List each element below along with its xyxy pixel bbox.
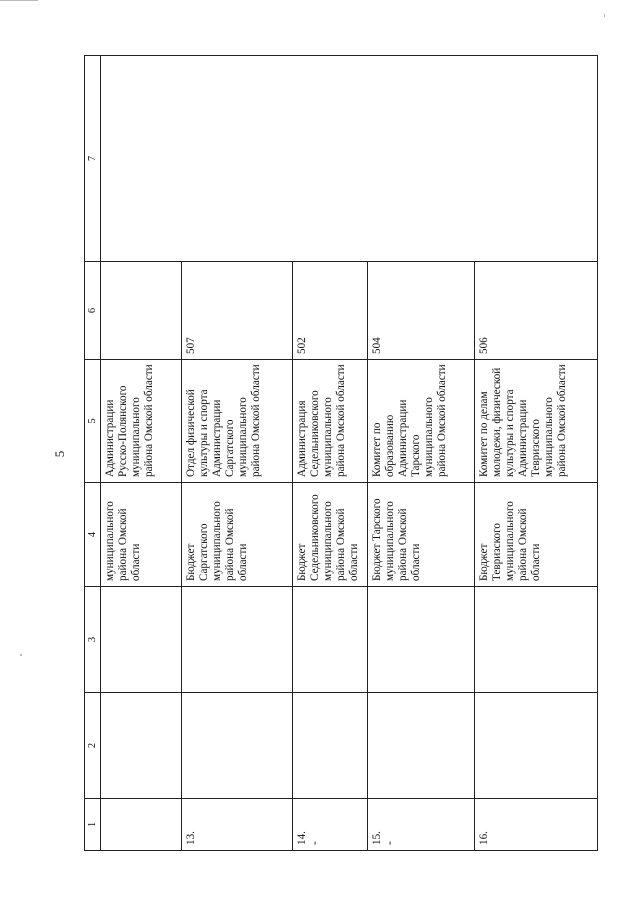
administrator-code: 507 <box>182 262 293 360</box>
administrator-code: 504 <box>368 262 475 360</box>
cell-empty <box>101 587 182 693</box>
scan-edge-mark <box>0 0 38 1</box>
administrator-code <box>101 262 182 360</box>
row-number-text: 14. <box>296 831 308 845</box>
cell-empty <box>368 693 475 799</box>
administrator-name: Администрация Седельниковского муниципального района Омской области <box>293 360 368 483</box>
scan-speck <box>20 654 22 656</box>
column-header: 7 <box>85 56 101 262</box>
row-number: 16. <box>475 799 598 851</box>
row-number <box>293 799 368 851</box>
column-header: 2 <box>85 693 101 799</box>
column-header: 3 <box>85 587 101 693</box>
cell-empty <box>182 587 293 693</box>
cell-empty <box>368 587 475 693</box>
scan-mark-text: - <box>384 841 396 845</box>
administrator-name: Комитет по образованию Администрации Тарского муниципального района Омской области <box>368 360 475 483</box>
administrator-name: Комитет по делам молодежи, физической культуры и спорта Администрации Тевризского муниципального района Омской области <box>475 360 598 483</box>
scan-speck <box>604 14 605 17</box>
table-header-row <box>85 56 101 851</box>
administrator-code: 502 <box>293 262 368 360</box>
cell-empty <box>182 693 293 799</box>
column-header: 5 <box>85 360 101 483</box>
cell-empty <box>475 587 598 693</box>
row-number-text: 15. <box>371 831 383 845</box>
row-number <box>101 799 182 851</box>
administrator-name: Отдел физической культуры и спорта Администрации Саргатского муниципального района Омской области <box>182 360 293 483</box>
scan-mark-text: - <box>309 841 321 845</box>
cell-empty <box>101 56 598 262</box>
budget-name: Бюджет Саргатского муниципального района Омской области <box>182 483 293 587</box>
row-number: 13. <box>182 799 293 851</box>
cell-empty <box>475 693 598 799</box>
cell-empty <box>293 693 368 799</box>
budget-name: Бюджет Седельниковского муниципального района Омской области <box>293 483 368 587</box>
administrator-name: Администрации Русско-Полянского муниципального района Омской области <box>101 360 182 483</box>
budget-name: Бюджет Тарского муниципального района Омской области <box>368 483 475 587</box>
table-row <box>101 56 182 851</box>
row-number <box>368 799 475 851</box>
cell-empty <box>293 587 368 693</box>
column-header: 6 <box>85 262 101 360</box>
cell-empty <box>101 693 182 799</box>
column-header: 4 <box>85 483 101 587</box>
administrator-code: 506 <box>475 262 598 360</box>
budget-name: Бюджет Тевризского муниципального района Омской области <box>475 483 598 587</box>
budget-name: муниципального района Омской области <box>101 483 182 587</box>
column-header: 1 <box>85 799 101 851</box>
page-number: 5 <box>52 450 67 458</box>
document-table <box>84 56 591 851</box>
